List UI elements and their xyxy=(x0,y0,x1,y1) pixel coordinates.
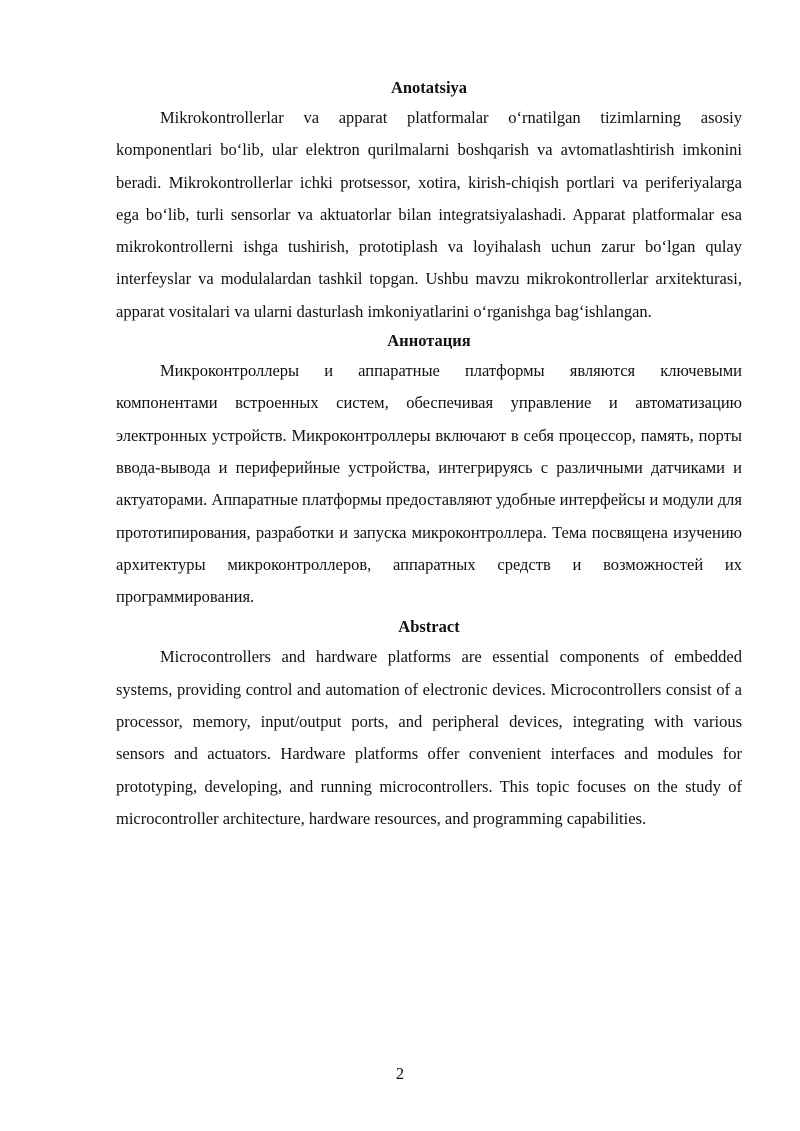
abstract-english-paragraph: Microcontrollers and hardware platforms are essential components of embedded systems, providing control and automation of electronic devices. Microcontrollers consist of a processor, memory, input/output ports, and peripheral devices, integrating with various sensors and actuators. Hardware platforms offer convenient interfaces and modules for prototyping, developing, and running microcontrollers. This topic focuses on the study of microcontroller architecture, hardware resources, and programming capabilities. xyxy=(116,647,742,828)
abstract-russian-paragraph: Микроконтроллеры и аппаратные платформы являются ключевыми компонентами встроенных систем, обеспечивая управление и автоматизацию электронных устройств. Микроконтроллеры включают в себя процессор, память, порты ввода-вывода и периферийные устройства, интегрируясь с различными датчиками и актуаторами. Аппаратные платформы предоставляют удобные интерфейсы и модули для прототипирования, разработки и запуска микроконтроллера. Тема посвящена изучению архитектуры микроконтроллеров, аппаратных средств и возможностей их программирования. xyxy=(116,361,742,607)
abstract-uzbek-section xyxy=(116,74,742,328)
page-number: 2 xyxy=(395,1064,405,1083)
section-heading-uzbek: Anotatsiya xyxy=(390,78,468,97)
abstract-english-section xyxy=(116,613,742,835)
abstract-uzbek-paragraph: Mikrokontrollerlar va apparat platformalar o‘rnatilgan tizimlarning asosiy komponentlari bo‘lib, ular elektron qurilmalarni boshqarish va avtomatlashtirish imkonini beradi. Mikrokontrollerlar ichki protsessor, xotira, kirish-chiqish portlari va periferiyalarga ega bo‘lib, turli sensorlar va aktuatorlar bilan integratsiyalashadi. Apparat platformalar esa mikrokontrollerni ishga tushirish, prototiplash va loyihalash uchun zarur bo‘lgan qulay interfeyslar va modulalardan tashkil topgan. Ushbu mavzu mikrokontrollerlar arxitekturasi, apparat vositalari va ularni dasturlash imkoniyatlarini o‘rganishga bag‘ishlangan. xyxy=(116,108,742,321)
page-content xyxy=(116,74,742,835)
section-heading-russian: Аннотация xyxy=(387,331,471,351)
section-heading-english: Abstract xyxy=(398,617,460,637)
abstract-russian-section xyxy=(116,327,742,613)
